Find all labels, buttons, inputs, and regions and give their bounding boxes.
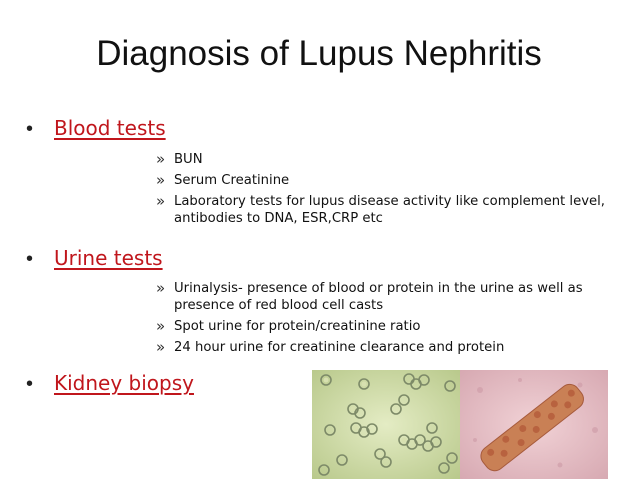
- list-item: [156, 318, 611, 335]
- rbc-cast-micrograph: [460, 370, 608, 479]
- list-item-text: 24 hour urine for creatinine clearance and protein: [174, 340, 505, 355]
- sub-bullet: »: [156, 192, 166, 210]
- section-blood-tests: [26, 116, 166, 141]
- sub-bullet: »: [156, 317, 166, 335]
- bullet: •: [26, 248, 34, 270]
- sub-bullet: »: [156, 338, 166, 356]
- sub-bullet: »: [156, 171, 166, 189]
- slide-title: Diagnosis of Lupus Nephritis: [96, 34, 542, 73]
- list-item: [156, 193, 611, 227]
- list-item-text: Laboratory tests for lupus disease activity like complement level, antibodies to DNA, ESR,CRP etc: [174, 194, 605, 226]
- section-kidney-biopsy: [26, 371, 194, 396]
- blood-tests-list: [156, 151, 611, 231]
- list-item-text: BUN: [174, 152, 203, 167]
- sub-bullet: »: [156, 279, 166, 297]
- urine-sediment-micrograph: [312, 370, 460, 479]
- section-urine-tests: [26, 246, 163, 271]
- list-item: [156, 172, 611, 189]
- list-item-text: Spot urine for protein/creatinine ratio: [174, 319, 421, 334]
- section-heading: Kidney biopsy: [54, 371, 194, 395]
- bullet: •: [26, 118, 34, 140]
- sub-bullet: »: [156, 150, 166, 168]
- section-heading: Blood tests: [54, 116, 166, 140]
- urine-tests-list: [156, 280, 611, 360]
- list-item: [156, 280, 611, 314]
- list-item-text: Serum Creatinine: [174, 173, 290, 188]
- list-item: [156, 151, 611, 168]
- list-item: [156, 339, 611, 356]
- section-heading: Urine tests: [54, 246, 163, 270]
- list-item-text: Urinalysis- presence of blood or protein in the urine as well as presence of red blood cell casts: [174, 281, 583, 313]
- bullet: •: [26, 373, 34, 395]
